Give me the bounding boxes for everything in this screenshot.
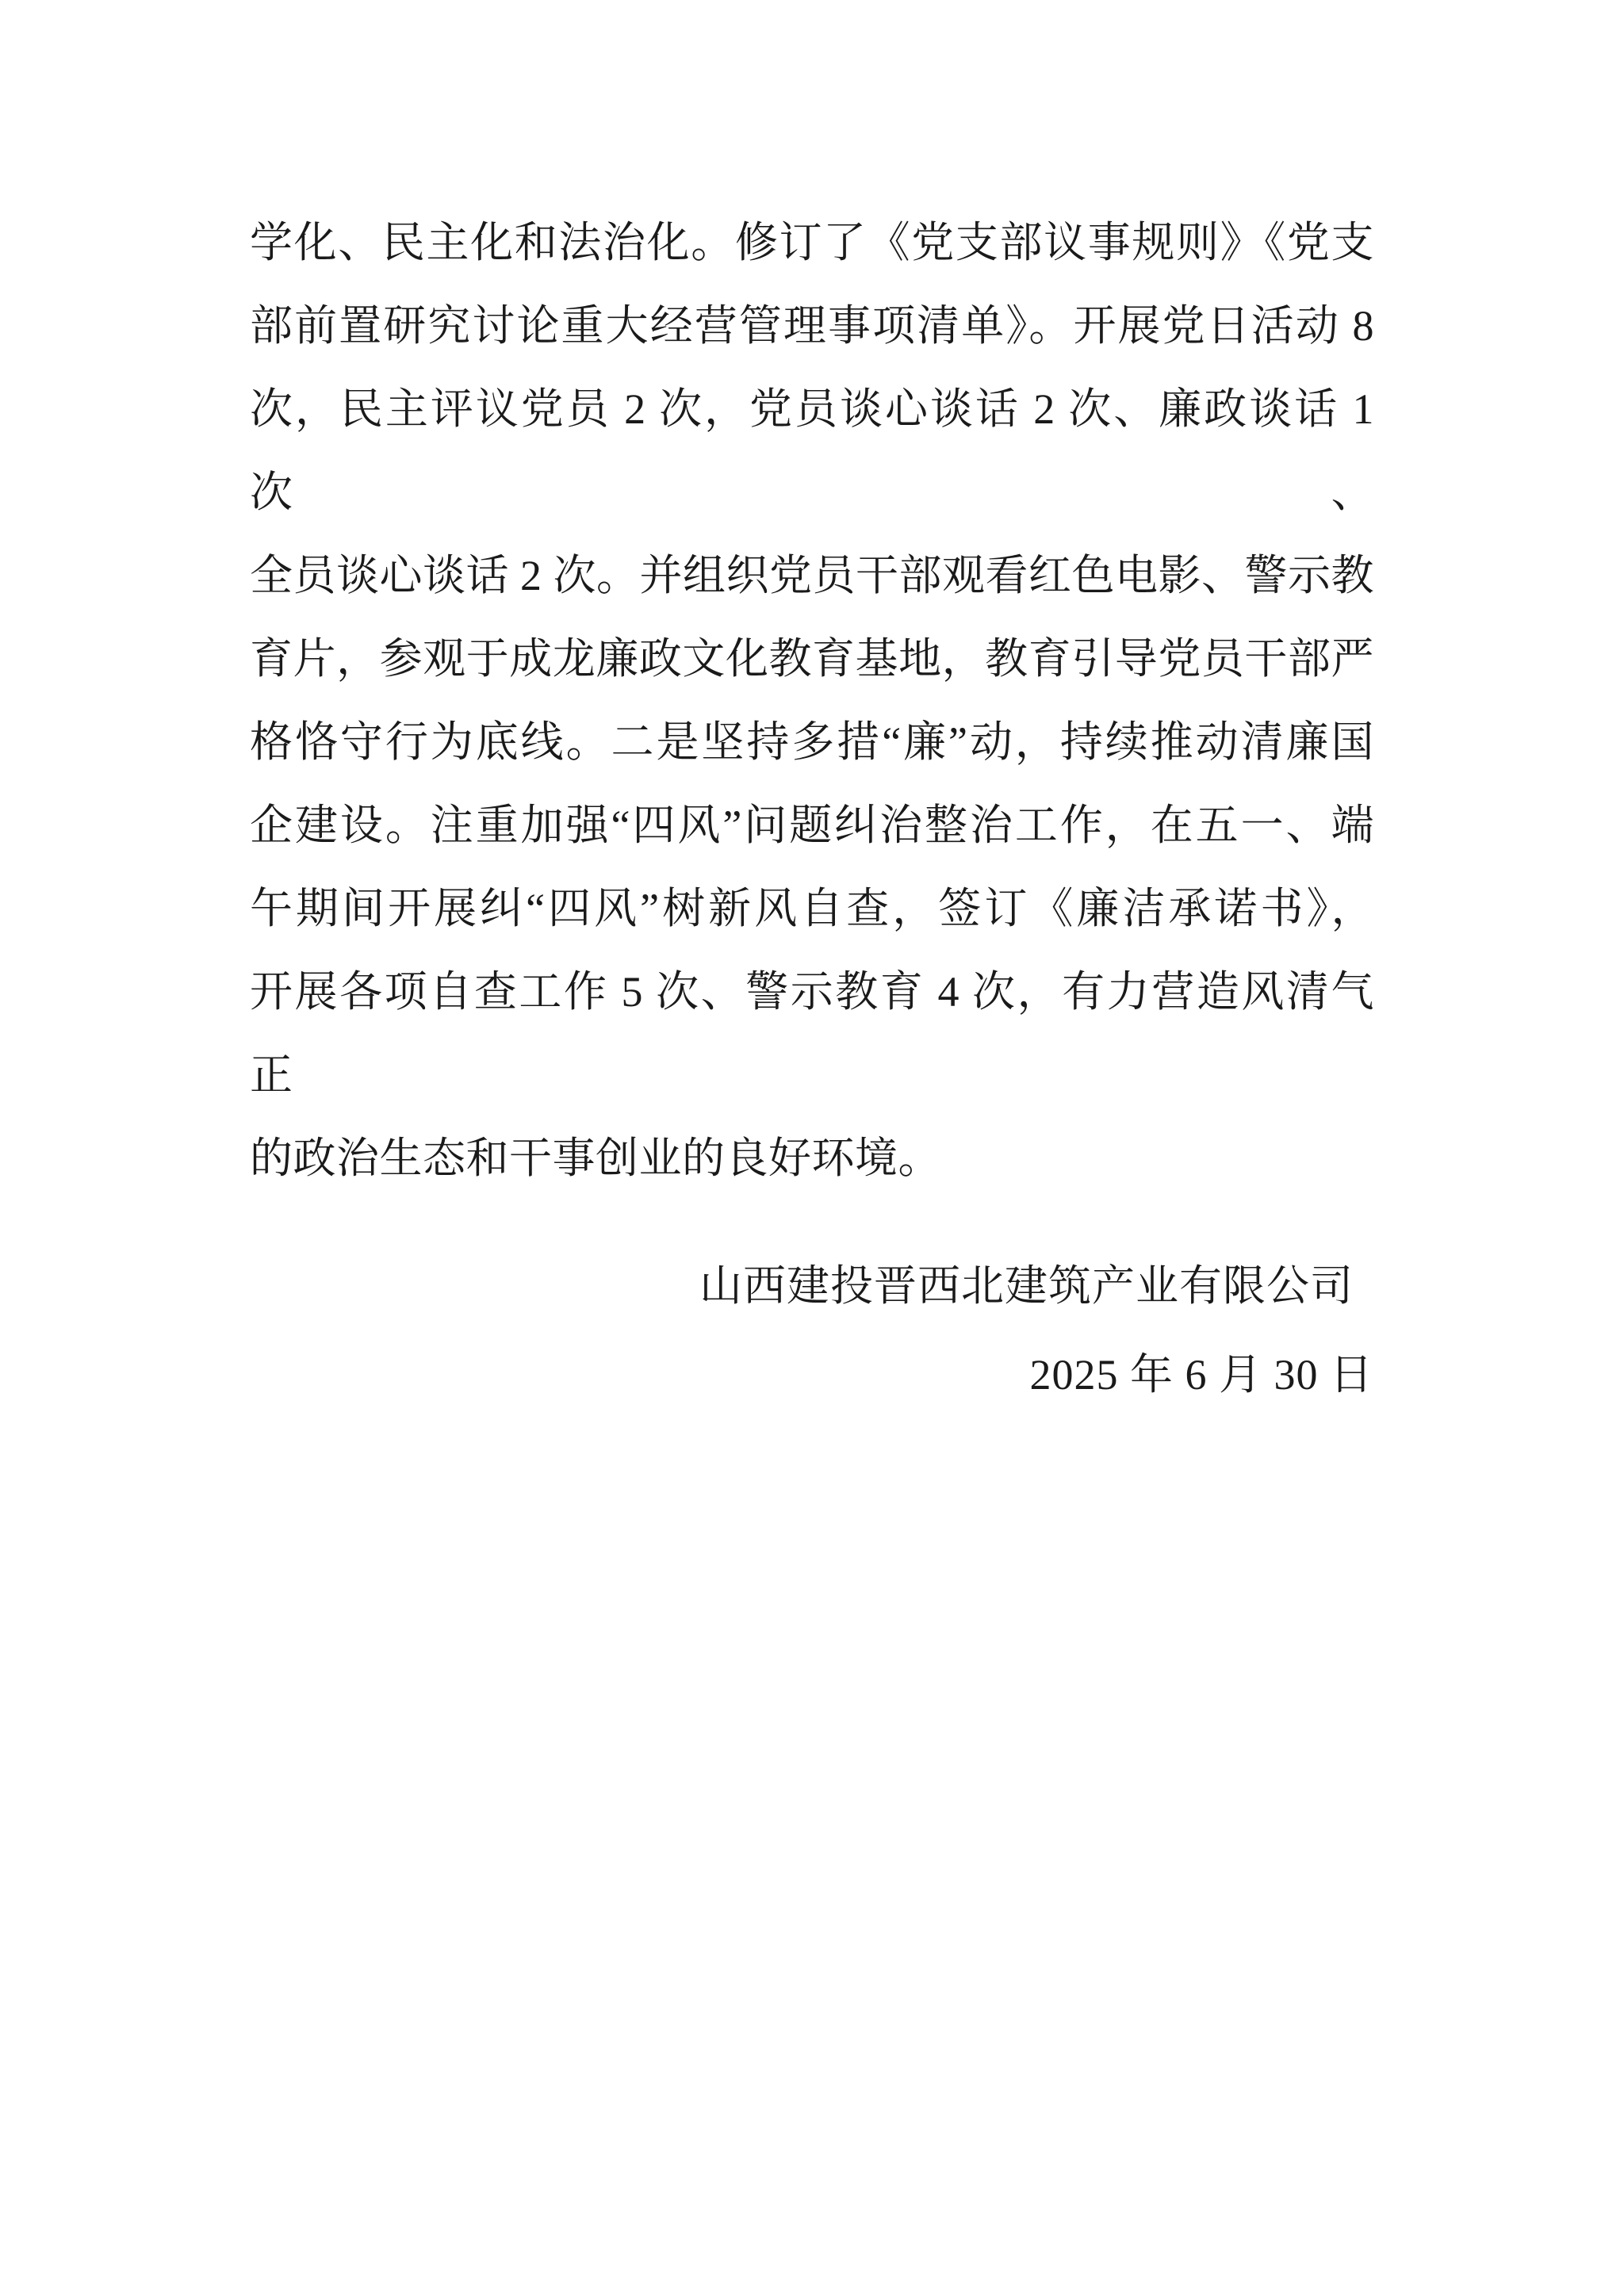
body-line: 企建设。注重加强“四风”问题纠治整治工作，在五一、端 (250, 802, 1374, 849)
signature-date: 2025 年 6 月 30 日 (1029, 1351, 1373, 1399)
body-line: 育片，参观于成龙廉政文化教育基地，教育引导党员干部严 (250, 635, 1374, 683)
report-body-paragraph (250, 201, 1374, 1200)
body-line: 次，民主评议党员 2 次，党员谈心谈话 2 次、廉政谈话 1 次、 (250, 385, 1374, 516)
body-line: 午期间开展纠“四风”树新风自查，签订《廉洁承诺书》， (250, 885, 1374, 932)
signature-company-name: 山西建投晋西北建筑产业有限公司 (699, 1262, 1354, 1310)
body-line: 开展各项自查工作 5 次、警示教育 4 次，有力营造风清气正 (250, 968, 1374, 1099)
body-line: 的政治生态和干事创业的良好环境。 (250, 1135, 941, 1182)
body-line: 部前置研究讨论重大经营管理事项清单》。开展党日活动 8 (250, 302, 1374, 350)
body-line: 格恪守行为底线。二是坚持多措“廉”动，持续推动清廉国 (250, 718, 1374, 766)
body-line: 全员谈心谈话 2 次。并组织党员干部观看红色电影、警示教 (250, 552, 1374, 599)
body-line: 学化、民主化和法治化。修订了《党支部议事规则》《党支 (250, 219, 1374, 266)
